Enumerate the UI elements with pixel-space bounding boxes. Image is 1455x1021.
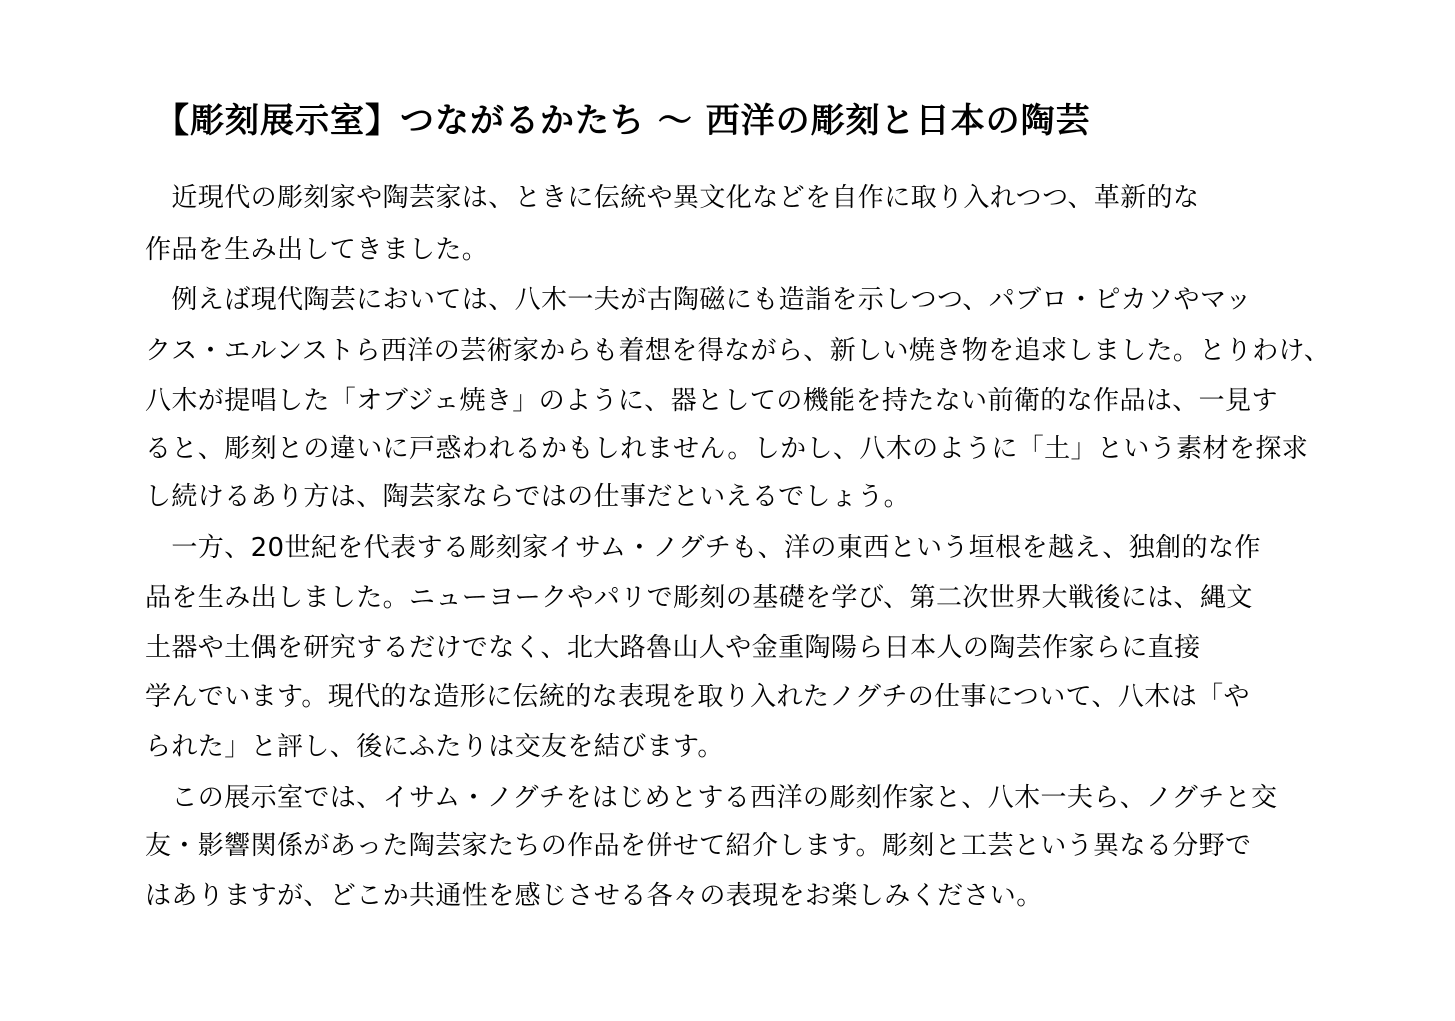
body-line: 一方、20世紀を代表する彫刻家イサム・ノグチも、洋の東西という垣根を越え、独創的な作 bbox=[145, 533, 1261, 563]
body-line: はありますが、どこか共通性を感じさせる各々の表現をお楽しみください。 bbox=[145, 881, 1043, 911]
body-line: られた」と評し、後にふたりは交友を結びます。 bbox=[145, 732, 724, 762]
body-line: 近現代の彫刻家や陶芸家は、ときに伝統や異文化などを自作に取り入れつつ、革新的な bbox=[145, 183, 1200, 213]
body-line: 八木が提唱した「オブジェ焼き」のように、器としての機能を持たない前衛的な作品は、一見す bbox=[145, 386, 1278, 416]
body-line: 例えば現代陶芸においては、八木一夫が古陶磁にも造詣を示しつつ、パブロ・ピカソやマッ bbox=[145, 285, 1252, 315]
body-line: この展示室では、イサム・ノグチをはじめとする西洋の彫刻作家と、八木一夫ら、ノグチと交 bbox=[145, 783, 1278, 813]
body-line: クス・エルンストら西洋の芸術家からも着想を得ながら、新しい焼き物を追求しました。とりわけ、 bbox=[145, 336, 1331, 366]
body-line: 作品を生み出してきました。 bbox=[145, 235, 489, 265]
body-line: し続けるあり方は、陶芸家ならではの仕事だといえるでしょう。 bbox=[145, 482, 911, 512]
body-line: 品を生み出しました。ニューヨークやパリで彫刻の基礎を学び、第二次世界大戦後には、縄文 bbox=[145, 583, 1253, 613]
body-line: 土器や土偶を研究するだけでなく、北大路魯山人や金重陶陽ら日本人の陶芸作家らに直接 bbox=[145, 633, 1201, 663]
page-title: 【彫刻展示室】つながるかたち ～ 西洋の彫刻と日本の陶芸 bbox=[155, 101, 1091, 141]
body-line: 友・影響関係があった陶芸家たちの作品を併せて紹介します。彫刻と工芸という異なる分野で bbox=[145, 831, 1252, 861]
body-line: ると、彫刻との違いに戸惑われるかもしれません。しかし、八木のように「土」という素材を探求 bbox=[145, 434, 1309, 464]
body-line: 学んでいます。現代的な造形に伝統的な表現を取り入れたノグチの仕事について、八木は「や bbox=[145, 682, 1250, 712]
